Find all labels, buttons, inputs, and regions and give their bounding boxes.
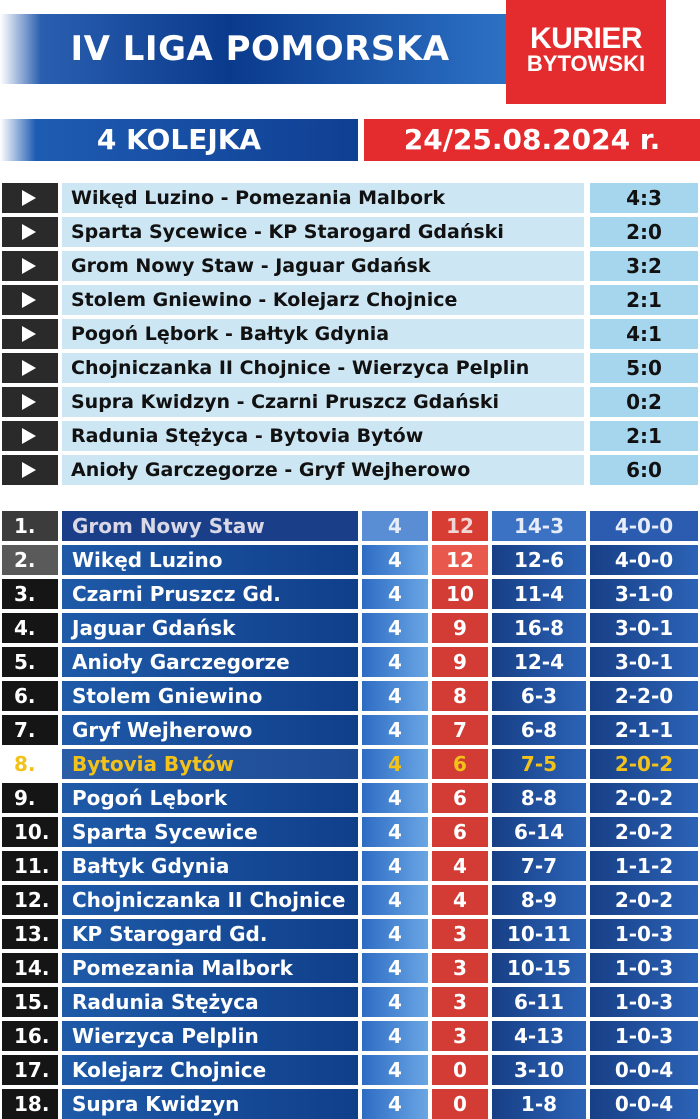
fixture-match: Anioły Garczegorze - Gryf Wejherowo	[62, 455, 584, 485]
standings-row	[0, 1089, 700, 1119]
position-cell: 4.	[2, 613, 58, 643]
play-button[interactable]	[2, 217, 58, 247]
team-name-cell: Bytovia Bytów	[62, 749, 358, 779]
position-cell: 11.	[2, 851, 58, 881]
goals-cell: 4-13	[492, 1021, 586, 1051]
games-cell: 4	[362, 511, 428, 541]
standings-row	[0, 1021, 700, 1051]
points-cell: 6	[432, 783, 488, 813]
fixture-row	[0, 387, 700, 417]
goals-cell: 7-7	[492, 851, 586, 881]
record-cell: 2-0-2	[590, 783, 698, 813]
points-cell: 10	[432, 579, 488, 609]
play-button[interactable]	[2, 353, 58, 383]
goals-cell: 16-8	[492, 613, 586, 643]
games-cell: 4	[362, 647, 428, 677]
points-cell: 0	[432, 1089, 488, 1119]
position-cell: 2.	[2, 545, 58, 575]
page-title: IV LIGA POMORSKA	[70, 29, 450, 69]
games-cell: 4	[362, 851, 428, 881]
games-cell: 4	[362, 953, 428, 983]
fixture-match: Grom Nowy Staw - Jaguar Gdańsk	[62, 251, 584, 281]
standings-row	[0, 783, 700, 813]
team-name-cell: Chojniczanka II Chojnice	[62, 885, 358, 915]
record-cell: 3-0-1	[590, 613, 698, 643]
position-cell: 5.	[2, 647, 58, 677]
team-name-cell: Grom Nowy Staw	[62, 511, 358, 541]
goals-cell: 14-3	[492, 511, 586, 541]
record-cell: 0-0-4	[590, 1055, 698, 1085]
record-cell: 2-0-2	[590, 749, 698, 779]
standings-row	[0, 885, 700, 915]
play-button[interactable]	[2, 387, 58, 417]
games-cell: 4	[362, 1055, 428, 1085]
team-name-cell: Czarni Pruszcz Gd.	[62, 579, 358, 609]
points-cell: 9	[432, 613, 488, 643]
fixture-row	[0, 421, 700, 451]
fixture-match: Radunia Stężyca - Bytovia Bytów	[62, 421, 584, 451]
fixture-score: 3:2	[590, 251, 698, 281]
play-button[interactable]	[2, 319, 58, 349]
team-name-cell: Sparta Sycewice	[62, 817, 358, 847]
team-name-cell: Bałtyk Gdynia	[62, 851, 358, 881]
points-cell: 3	[432, 919, 488, 949]
games-cell: 4	[362, 681, 428, 711]
standings-row	[0, 919, 700, 949]
standings-row	[0, 715, 700, 745]
standings-table	[0, 511, 700, 1119]
play-icon	[22, 190, 36, 206]
position-cell: 8.	[2, 749, 58, 779]
logo-text-line2: BYTOWSKI	[526, 51, 646, 76]
standings-row	[0, 817, 700, 847]
position-cell: 7.	[2, 715, 58, 745]
team-name-cell: Gryf Wejherowo	[62, 715, 358, 745]
team-name-cell: Kolejarz Chojnice	[62, 1055, 358, 1085]
record-cell: 1-0-3	[590, 1021, 698, 1051]
record-cell: 3-1-0	[590, 579, 698, 609]
play-icon	[22, 326, 36, 342]
team-name-cell: Pomezania Malbork	[62, 953, 358, 983]
record-cell: 3-0-1	[590, 647, 698, 677]
position-cell: 9.	[2, 783, 58, 813]
record-cell: 1-0-3	[590, 953, 698, 983]
round-label: 4 KOLEJKA	[96, 123, 262, 156]
standings-row	[0, 749, 700, 779]
standings-row	[0, 545, 700, 575]
goals-cell: 6-11	[492, 987, 586, 1017]
record-cell: 2-2-0	[590, 681, 698, 711]
play-icon	[22, 428, 36, 444]
goals-cell: 8-8	[492, 783, 586, 813]
position-cell: 14.	[2, 953, 58, 983]
position-cell: 3.	[2, 579, 58, 609]
standings-row	[0, 987, 700, 1017]
standings-row	[0, 1055, 700, 1085]
points-cell: 6	[432, 749, 488, 779]
play-button[interactable]	[2, 455, 58, 485]
goals-cell: 12-6	[492, 545, 586, 575]
goals-cell: 6-3	[492, 681, 586, 711]
fixture-score: 0:2	[590, 387, 698, 417]
standings-row	[0, 647, 700, 677]
goals-cell: 3-10	[492, 1055, 586, 1085]
record-cell: 1-1-2	[590, 851, 698, 881]
points-cell: 3	[432, 953, 488, 983]
fixture-row	[0, 183, 700, 213]
points-cell: 4	[432, 885, 488, 915]
play-button[interactable]	[2, 285, 58, 315]
goals-cell: 10-11	[492, 919, 586, 949]
goals-cell: 6-14	[492, 817, 586, 847]
record-cell: 1-0-3	[590, 919, 698, 949]
games-cell: 4	[362, 749, 428, 779]
round-date: 24/25.08.2024 r.	[403, 123, 661, 156]
play-icon	[22, 360, 36, 376]
team-name-cell: Radunia Stężyca	[62, 987, 358, 1017]
fixture-match: Supra Kwidzyn - Czarni Pruszcz Gdański	[62, 387, 584, 417]
games-cell: 4	[362, 579, 428, 609]
position-cell: 16.	[2, 1021, 58, 1051]
team-name-cell: Pogoń Lębork	[62, 783, 358, 813]
goals-cell: 11-4	[492, 579, 586, 609]
play-button[interactable]	[2, 183, 58, 213]
fixture-match: Stolem Gniewino - Kolejarz Chojnice	[62, 285, 584, 315]
team-name-cell: Wikęd Luzino	[62, 545, 358, 575]
fixture-score: 2:1	[590, 285, 698, 315]
points-cell: 4	[432, 851, 488, 881]
fixture-match: Pogoń Lębork - Bałtyk Gdynia	[62, 319, 584, 349]
fixture-score: 4:1	[590, 319, 698, 349]
fixture-match: Sparta Sycewice - KP Starogard Gdański	[62, 217, 584, 247]
team-name-cell: Jaguar Gdańsk	[62, 613, 358, 643]
standings-row	[0, 953, 700, 983]
goals-cell: 1-8	[492, 1089, 586, 1119]
play-icon	[22, 224, 36, 240]
play-button[interactable]	[2, 421, 58, 451]
record-cell: 0-0-4	[590, 1089, 698, 1119]
goals-cell: 10-15	[492, 953, 586, 983]
standings-row	[0, 511, 700, 541]
record-cell: 2-0-2	[590, 817, 698, 847]
standings-row	[0, 579, 700, 609]
points-cell: 12	[432, 545, 488, 575]
position-cell: 6.	[2, 681, 58, 711]
games-cell: 4	[362, 715, 428, 745]
games-cell: 4	[362, 545, 428, 575]
fixture-score: 2:1	[590, 421, 698, 451]
team-name-cell: KP Starogard Gd.	[62, 919, 358, 949]
position-cell: 18.	[2, 1089, 58, 1119]
goals-cell: 8-9	[492, 885, 586, 915]
team-name-cell: Stolem Gniewino	[62, 681, 358, 711]
points-cell: 3	[432, 1021, 488, 1051]
fixture-row	[0, 285, 700, 315]
points-cell: 6	[432, 817, 488, 847]
goals-cell: 6-8	[492, 715, 586, 745]
games-cell: 4	[362, 817, 428, 847]
goals-cell: 7-5	[492, 749, 586, 779]
points-cell: 12	[432, 511, 488, 541]
points-cell: 0	[432, 1055, 488, 1085]
goals-cell: 12-4	[492, 647, 586, 677]
fixture-score: 6:0	[590, 455, 698, 485]
fixtures-list	[0, 183, 700, 489]
points-cell: 3	[432, 987, 488, 1017]
position-cell: 10.	[2, 817, 58, 847]
games-cell: 4	[362, 885, 428, 915]
standings-row	[0, 681, 700, 711]
record-cell: 4-0-0	[590, 545, 698, 575]
team-name-cell: Wierzyca Pelplin	[62, 1021, 358, 1051]
fixture-row	[0, 353, 700, 383]
position-cell: 13.	[2, 919, 58, 949]
position-cell: 17.	[2, 1055, 58, 1085]
fixture-row	[0, 319, 700, 349]
games-cell: 4	[362, 1021, 428, 1051]
fixture-row	[0, 455, 700, 485]
points-cell: 9	[432, 647, 488, 677]
games-cell: 4	[362, 919, 428, 949]
record-cell: 2-0-2	[590, 885, 698, 915]
play-button[interactable]	[2, 251, 58, 281]
fixture-match: Wikęd Luzino - Pomezania Malbork	[62, 183, 584, 213]
team-name-cell: Anioły Garczegorze	[62, 647, 358, 677]
record-cell: 4-0-0	[590, 511, 698, 541]
team-name-cell: Supra Kwidzyn	[62, 1089, 358, 1119]
points-cell: 7	[432, 715, 488, 745]
points-cell: 8	[432, 681, 488, 711]
games-cell: 4	[362, 613, 428, 643]
fixture-row	[0, 251, 700, 281]
fixture-score: 5:0	[590, 353, 698, 383]
record-cell: 2-1-1	[590, 715, 698, 745]
games-cell: 4	[362, 783, 428, 813]
fixture-score: 2:0	[590, 217, 698, 247]
standings-row	[0, 851, 700, 881]
play-icon	[22, 292, 36, 308]
fixture-score: 4:3	[590, 183, 698, 213]
games-cell: 4	[362, 1089, 428, 1119]
standings-row	[0, 613, 700, 643]
record-cell: 1-0-3	[590, 987, 698, 1017]
fixture-row	[0, 217, 700, 247]
fixture-match: Chojniczanka II Chojnice - Wierzyca Pelplin	[62, 353, 584, 383]
logo-text-line1: KURIER	[529, 22, 642, 55]
games-cell: 4	[362, 987, 428, 1017]
position-cell: 12.	[2, 885, 58, 915]
position-cell: 15.	[2, 987, 58, 1017]
play-icon	[22, 258, 36, 274]
play-icon	[22, 462, 36, 478]
play-icon	[22, 394, 36, 410]
position-cell: 1.	[2, 511, 58, 541]
